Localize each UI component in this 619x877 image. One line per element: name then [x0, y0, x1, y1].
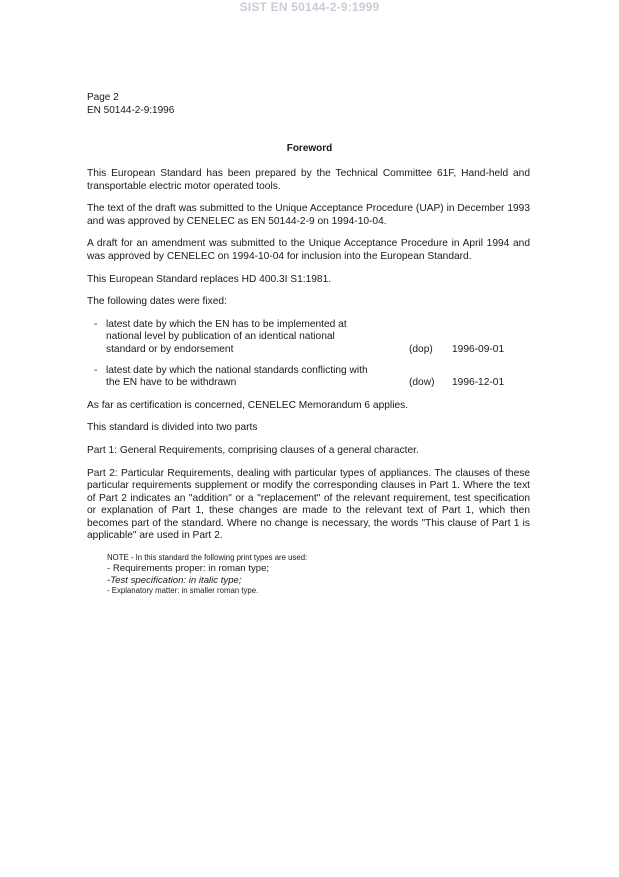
paragraph-dates-intro: The following dates were fixed:	[87, 296, 227, 308]
date-description: latest date by which the EN has to be implemented at national level by publication of an identical national standard or by endorsement	[106, 318, 347, 355]
date-item-dow	[87, 365, 530, 390]
paragraph-replaces: This European Standard replaces HD 400.3I S1:1981.	[87, 273, 332, 285]
note-heading: NOTE - In this standard the following print types are used:	[107, 553, 308, 563]
print-types-note	[107, 553, 530, 596]
dates-list	[87, 319, 530, 390]
page-header	[87, 92, 174, 117]
date-value: 1996-12-01	[452, 377, 505, 389]
foreword-heading: Foreword	[286, 143, 333, 154]
note-small-type: - Explanatory matter: in smaller roman type.	[107, 586, 259, 596]
list-dash: -	[94, 364, 98, 376]
note-roman-type: - Requirements proper: in roman type;	[107, 563, 270, 575]
paragraph-parts: This standard is divided into two parts	[87, 422, 258, 434]
paragraph-uap-approval: The text of the draft was submitted to the Unique Acceptance Procedure (UAP) in December 1993 and was approved by CENELEC as EN 50144-2-9 on 1994-10-04.	[87, 203, 530, 227]
date-description: latest date by which the national standards conflicting with the EN have to be withdrawn	[106, 364, 368, 389]
paragraph-committee: This European Standard has been prepared by the Technical Committee 61F, Hand-held and transportable electric motor operated tools.	[87, 168, 530, 192]
note-italic-type: -Test specification: in italic type;	[107, 574, 242, 586]
watermark-text: SIST EN 50144-2-9:1999	[239, 0, 380, 14]
date-item-dop	[87, 319, 530, 357]
date-code: (dop)	[409, 343, 433, 355]
standard-id: EN 50144-2-9:1996	[87, 104, 175, 116]
foreword-body	[87, 168, 530, 596]
paragraph-certification: As far as certification is concerned, CENELEC Memorandum 6 applies.	[87, 399, 409, 411]
list-dash: -	[94, 318, 98, 330]
date-value: 1996-09-01	[452, 343, 505, 355]
paragraph-part2: Part 2: Particular Requirements, dealing with particular types of appliances. The clauses of these particular requirements supplement or modify the corresponding clauses in Part 1. Where the text of Part 2 indicates an "addition" or a "replacement" of the relevant requirement, test specification or explanation of Part 1, these changes are made to the relevant text of Part 1, which then becomes part of the standard. Where no change is necessary, the words "This clause of Part 1 is applicable" are used in Part 2.	[87, 467, 530, 542]
date-code: (dow)	[409, 377, 435, 389]
page-number: Page 2	[87, 92, 119, 103]
paragraph-part1: Part 1: General Requirements, comprising clauses of a general character.	[87, 444, 419, 456]
paragraph-amendment: A draft for an amendment was submitted to the Unique Acceptance Procedure in April 1994 and was approved by CENELEC on 1994-10-04 for inclusion into the European Standard.	[87, 238, 530, 262]
